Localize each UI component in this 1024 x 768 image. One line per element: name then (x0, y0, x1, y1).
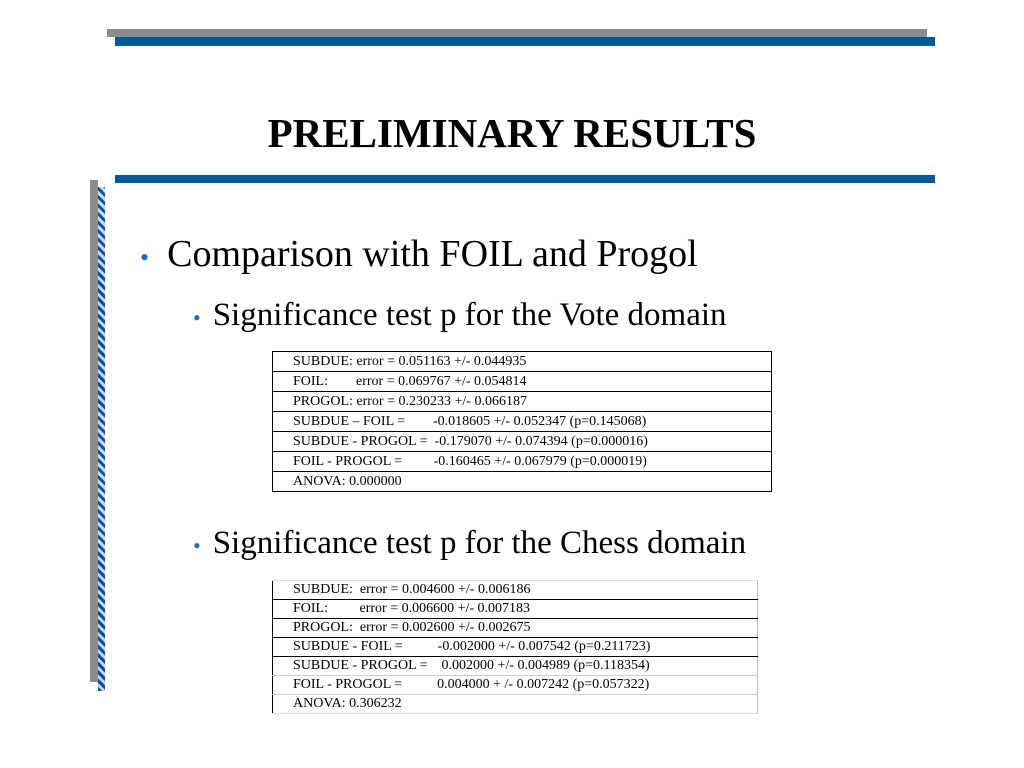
table-cell: SUBDUE - FOIL = -0.002000 +/- 0.007542 (p=0.211723) (273, 638, 758, 657)
chess-results-table (272, 580, 758, 714)
table-row (273, 432, 772, 452)
table-row (273, 392, 772, 412)
left-gray-rule (90, 180, 98, 682)
table-cell: SUBDUE: error = 0.051163 +/- 0.044935 (293, 354, 527, 369)
table-cell: FOIL: error = 0.006600 +/- 0.007183 (273, 600, 758, 619)
table-cell: ANOVA: 0.000000 (273, 472, 772, 492)
table-cell: SUBDUE: error = 0.004600 +/- 0.006186 (273, 581, 758, 600)
table-cell: SUBDUE – FOIL = -0.018605 +/- 0.052347 (p=0.145068) (273, 412, 772, 432)
bullet-main (140, 232, 698, 276)
bullet-dot-icon: • (193, 533, 201, 558)
table-row (273, 352, 772, 372)
bullet-main-text: Comparison with FOIL and Progol (167, 233, 698, 275)
table-cell: SUBDUE - PROGOL = -0.179070 +/- 0.074394 (p=0.000016) (273, 432, 772, 452)
table-row (273, 372, 772, 392)
title-underline-rule (115, 175, 935, 183)
table-cell: PROGOL: error = 0.002600 +/- 0.002675 (273, 619, 758, 638)
table-row (273, 657, 758, 676)
bullet-dot-icon: • (193, 305, 201, 330)
table-row (273, 452, 772, 472)
table-cell: FOIL - PROGOL = -0.160465 +/- 0.067979 (p=0.000019) (273, 452, 772, 472)
top-gray-rule (107, 29, 927, 37)
slide-title: PRELIMINARY RESULTS (267, 110, 757, 156)
table-row (273, 412, 772, 432)
table-row (273, 695, 758, 714)
bullet-chess-text: Significance test p for the Chess domain (212, 525, 747, 561)
table-cell: FOIL - PROGOL = 0.004000 + /- 0.007242 (p=0.057322) (273, 676, 758, 695)
table-cell: ANOVA: 0.306232 (273, 695, 758, 714)
vote-results-table (272, 351, 772, 492)
table-cell: FOIL: error = 0.069767 +/- 0.054814 (273, 372, 772, 392)
table-row (273, 472, 772, 492)
table-row (273, 619, 758, 638)
table-row (273, 581, 758, 600)
table-row (273, 676, 758, 695)
bullet-dot-icon: • (140, 243, 150, 272)
table-cell: PROGOL: error = 0.230233 +/- 0.066187 (273, 392, 772, 412)
left-hatched-rule (98, 187, 105, 691)
bullet-vote-text: Significance test p for the Vote domain (212, 297, 727, 333)
top-blue-rule (115, 37, 935, 46)
table-row (273, 638, 758, 657)
table-cell: SUBDUE - PROGOL = 0.002000 +/- 0.004989 (p=0.118354) (273, 657, 758, 676)
bullet-chess (193, 525, 746, 562)
bullet-vote (193, 297, 727, 334)
table-row (273, 600, 758, 619)
